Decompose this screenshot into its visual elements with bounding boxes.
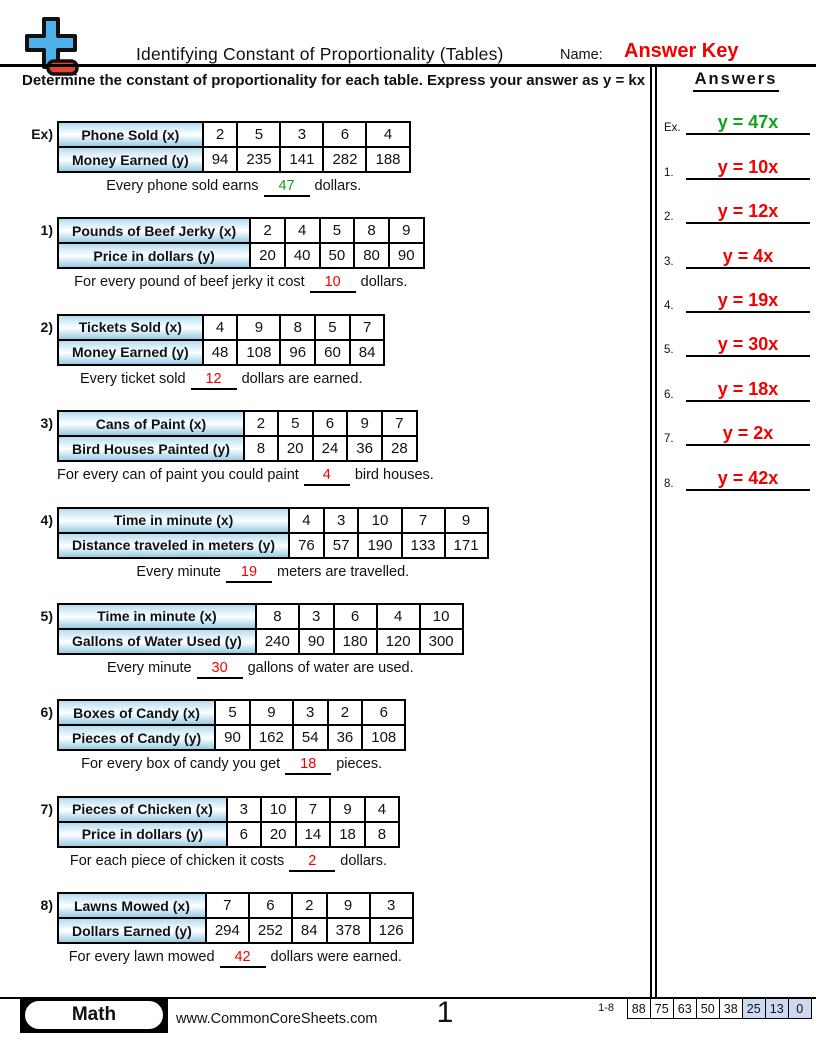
- problem-caption: [57, 178, 411, 197]
- proportion-table: [57, 314, 385, 366]
- table-row-label-y: Money Earned (y): [58, 147, 203, 172]
- proportion-table: [57, 603, 464, 655]
- table-cell: 4: [377, 604, 420, 629]
- page-number: 1: [436, 996, 454, 1029]
- answer-item-value: y = 10x: [686, 157, 810, 180]
- caption-before: For every box of candy you get: [81, 756, 281, 773]
- score-box: 75: [650, 998, 675, 1019]
- subject-label: Math: [24, 1000, 164, 1030]
- table-cell: 9: [445, 508, 488, 533]
- problem-number: 8): [40, 897, 53, 914]
- table-row-label-x: Lawns Mowed (x): [58, 893, 206, 918]
- table-cell: 9: [327, 893, 370, 918]
- table-cell: 4: [289, 508, 324, 533]
- answer-value: 42: [234, 949, 251, 966]
- table-cell: 3: [299, 604, 334, 629]
- answer-blank: [191, 371, 237, 390]
- score-box: 13: [765, 998, 790, 1019]
- table-cell: 300: [420, 629, 463, 654]
- table-cell: 20: [261, 822, 296, 847]
- table-row-label-x: Tickets Sold (x): [58, 315, 203, 340]
- table-cell: 40: [285, 243, 320, 268]
- table-cell: 5: [215, 700, 250, 725]
- table-cell: 3: [324, 508, 359, 533]
- website-url: www.CommonCoreSheets.com: [176, 1011, 378, 1027]
- caption-after: dollars.: [360, 274, 408, 291]
- table-cell: 36: [347, 436, 382, 461]
- score-box: 88: [627, 998, 652, 1019]
- answer-item-ex: [660, 96, 812, 140]
- problem-6: [20, 699, 652, 795]
- answer-blank: [304, 467, 350, 486]
- table-cell: 6: [334, 604, 377, 629]
- score-range-label: 1-8: [598, 1002, 614, 1014]
- answer-item-label: 5.: [664, 344, 674, 357]
- table-cell: 5: [278, 411, 313, 436]
- table-cell: 5: [320, 218, 355, 243]
- name-label: Name:: [560, 47, 603, 63]
- table-cell: 90: [299, 629, 334, 654]
- table-cell: 50: [320, 243, 355, 268]
- table-row-label-x: Cans of Paint (x): [58, 411, 244, 436]
- table-cell: 162: [250, 725, 293, 750]
- table-cell: 6: [323, 122, 366, 147]
- problem-caption: [57, 949, 414, 968]
- table-cell: 2: [203, 122, 238, 147]
- problem-caption: [57, 853, 400, 872]
- table-cell: 20: [278, 436, 313, 461]
- table-cell: 48: [203, 340, 238, 365]
- answer-value: 19: [240, 563, 258, 580]
- table-cell: 235: [237, 147, 280, 172]
- caption-after: bird houses.: [354, 467, 434, 484]
- score-box: 38: [719, 998, 744, 1019]
- answer-item-3: [660, 229, 812, 273]
- answer-value: 12: [205, 370, 222, 387]
- table-cell: 84: [292, 918, 327, 943]
- table-cell: 76: [289, 533, 324, 558]
- answer-item-4: [660, 274, 812, 318]
- table-cell: 2: [292, 893, 327, 918]
- table-cell: 94: [203, 147, 238, 172]
- proportion-table: [57, 410, 418, 462]
- answer-blank: [289, 853, 335, 872]
- table-cell: 190: [358, 533, 401, 558]
- table-cell: 133: [402, 533, 445, 558]
- table-row-label-y: Dollars Earned (y): [58, 918, 206, 943]
- answer-item-value: y = 18x: [686, 379, 810, 402]
- table-cell: 57: [324, 533, 359, 558]
- caption-before: Every minute: [136, 563, 221, 580]
- problem-caption: [57, 564, 489, 583]
- table-cell: 120: [377, 629, 420, 654]
- score-boxes: [628, 998, 812, 1019]
- answer-item-label: 4.: [664, 299, 674, 312]
- caption-before: Every phone sold earns: [106, 178, 259, 194]
- caption-after: dollars.: [314, 178, 362, 194]
- table-cell: 240: [256, 629, 299, 654]
- table-cell: 10: [358, 508, 401, 533]
- table-cell: 90: [389, 243, 424, 268]
- table-cell: 7: [296, 797, 331, 822]
- table-cell: 54: [293, 725, 328, 750]
- answer-value: 4: [322, 467, 331, 484]
- table-row-label-x: Time in minute (x): [58, 604, 256, 629]
- table-cell: 8: [256, 604, 299, 629]
- caption-before: For every lawn mowed: [68, 949, 215, 966]
- table-cell: 84: [350, 340, 385, 365]
- answer-item-label: 2.: [664, 211, 674, 224]
- table-row-label-y: Pieces of Candy (y): [58, 725, 215, 750]
- caption-after: pieces.: [336, 756, 383, 773]
- table-cell: 8: [365, 822, 399, 847]
- subject-badge: [20, 997, 168, 1033]
- problem-caption: [57, 371, 385, 390]
- score-box: 50: [696, 998, 721, 1019]
- problem-caption: [57, 467, 434, 486]
- answer-item-label: 1.: [664, 166, 674, 179]
- table-cell: 3: [370, 893, 413, 918]
- caption-before: For every can of paint you could paint: [57, 467, 299, 484]
- caption-after: meters are travelled.: [277, 563, 410, 580]
- table-cell: 4: [366, 122, 409, 147]
- answer-item-label: Ex.: [664, 122, 681, 135]
- table-cell: 3: [227, 797, 261, 822]
- table-cell: 378: [327, 918, 370, 943]
- proportion-table: [57, 121, 411, 173]
- table-cell: 6: [249, 893, 292, 918]
- problem-caption: [57, 660, 464, 679]
- problem-caption: [57, 274, 425, 293]
- answer-item-2: [660, 185, 812, 229]
- proportion-table: [57, 699, 406, 751]
- table-cell: 3: [293, 700, 328, 725]
- answer-item-5: [660, 318, 812, 362]
- answer-blank: [220, 949, 266, 968]
- table-cell: 9: [330, 797, 365, 822]
- table-cell: 7: [402, 508, 445, 533]
- problem-2: [20, 314, 652, 410]
- table-cell: 14: [296, 822, 331, 847]
- problem-number: 4): [40, 511, 53, 528]
- answer-item-value: y = 2x: [686, 423, 810, 446]
- table-cell: 4: [285, 218, 320, 243]
- table-cell: 294: [206, 918, 249, 943]
- table-cell: 8: [354, 218, 389, 243]
- table-row-label-y: Money Earned (y): [58, 340, 203, 365]
- table-cell: 2: [244, 411, 278, 436]
- answer-item-value: y = 47x: [686, 112, 810, 135]
- answer-value: 30: [211, 659, 228, 676]
- table-cell: 6: [227, 822, 261, 847]
- table-row-label-y: Distance traveled in meters (y): [58, 533, 289, 558]
- problem-number: 1): [40, 222, 53, 239]
- caption-before: For every pound of beef jerky it cost: [74, 274, 305, 291]
- problems-area: [20, 121, 652, 989]
- table-row-label-x: Pieces of Chicken (x): [58, 797, 227, 822]
- table-cell: 2: [250, 218, 285, 243]
- answer-item-label: 7.: [664, 433, 674, 446]
- table-row-label-y: Bird Houses Painted (y): [58, 436, 244, 461]
- proportion-table: [57, 892, 414, 944]
- answer-blank: [197, 660, 243, 679]
- table-cell: 180: [334, 629, 377, 654]
- answer-blank: [226, 564, 272, 583]
- problem-8: [20, 892, 652, 988]
- answers-divider: [650, 64, 657, 997]
- answer-key-text: Answer Key: [624, 40, 739, 62]
- table-cell: 80: [354, 243, 389, 268]
- table-cell: 10: [261, 797, 296, 822]
- table-cell: 108: [237, 340, 280, 365]
- table-cell: 8: [280, 315, 315, 340]
- instruction-text: Determine the constant of proportionality for each table. Express your answer as y = kx: [22, 72, 646, 89]
- problem-number: 5): [40, 607, 53, 624]
- problem-4: [20, 507, 652, 603]
- table-cell: 252: [249, 918, 292, 943]
- problem-number: 2): [40, 318, 53, 335]
- answer-value: 18: [300, 756, 317, 773]
- problem-5: [20, 603, 652, 699]
- table-cell: 4: [365, 797, 399, 822]
- problem-ex: [20, 121, 652, 217]
- table-row-label-y: Price in dollars (y): [58, 243, 250, 268]
- table-row-label-x: Phone Sold (x): [58, 122, 203, 147]
- proportion-table: [57, 507, 489, 559]
- table-cell: 5: [237, 122, 280, 147]
- table-cell: 6: [313, 411, 348, 436]
- score-strip: [598, 998, 812, 1019]
- table-row-label-x: Time in minute (x): [58, 508, 289, 533]
- answers-heading: Answers: [693, 70, 780, 92]
- table-cell: 9: [250, 700, 293, 725]
- table-cell: 24: [313, 436, 348, 461]
- score-box: 63: [673, 998, 698, 1019]
- score-box: 0: [788, 998, 813, 1019]
- table-cell: 60: [315, 340, 350, 365]
- table-cell: 8: [244, 436, 278, 461]
- table-cell: 108: [362, 725, 405, 750]
- table-cell: 20: [250, 243, 285, 268]
- answer-item-7: [660, 407, 812, 451]
- table-row-label-x: Pounds of Beef Jerky (x): [58, 218, 250, 243]
- caption-after: dollars were earned.: [270, 949, 402, 966]
- answer-item-1: [660, 140, 812, 184]
- answers-panel: [660, 70, 812, 496]
- answer-item-8: [660, 451, 812, 495]
- caption-before: Every ticket sold: [79, 370, 186, 387]
- caption-before: For each piece of chicken it costs: [69, 852, 285, 869]
- problem-number: 3): [40, 415, 53, 432]
- problem-number: Ex): [31, 126, 53, 142]
- problem-7: [20, 796, 652, 892]
- table-cell: 28: [382, 436, 417, 461]
- header-divider: [0, 64, 816, 67]
- answer-blank: [285, 756, 331, 775]
- table-cell: 9: [389, 218, 424, 243]
- answer-item-label: 6.: [664, 388, 674, 401]
- table-cell: 2: [328, 700, 363, 725]
- table-row-label-x: Boxes of Candy (x): [58, 700, 215, 725]
- table-cell: 7: [350, 315, 385, 340]
- caption-before: Every minute: [106, 659, 192, 676]
- score-box: 25: [742, 998, 767, 1019]
- problem-1: [20, 217, 652, 313]
- table-cell: 10: [420, 604, 463, 629]
- table-cell: 9: [237, 315, 280, 340]
- worksheet-title: Identifying Constant of Proportionality (Tables): [136, 44, 504, 64]
- problem-3: [20, 410, 652, 506]
- table-cell: 4: [203, 315, 238, 340]
- proportion-table: [57, 796, 400, 848]
- table-cell: 282: [323, 147, 366, 172]
- answer-item-6: [660, 362, 812, 406]
- answer-value: 10: [324, 274, 341, 291]
- answer-item-value: y = 12x: [686, 201, 810, 224]
- table-cell: 9: [347, 411, 382, 436]
- answer-item-value: y = 19x: [686, 290, 810, 313]
- caption-after: dollars.: [340, 852, 388, 869]
- answer-item-label: 3.: [664, 255, 674, 268]
- problem-caption: [57, 756, 406, 775]
- caption-after: gallons of water are used.: [247, 659, 414, 676]
- answers-list: [660, 96, 812, 496]
- answer-value: 47: [278, 178, 295, 194]
- proportion-table: [57, 217, 425, 269]
- table-cell: 141: [280, 147, 323, 172]
- table-cell: 7: [206, 893, 249, 918]
- table-cell: 3: [280, 122, 323, 147]
- problem-number: 7): [40, 800, 53, 817]
- answer-item-value: y = 4x: [686, 246, 810, 269]
- answer-item-value: y = 30x: [686, 334, 810, 357]
- table-row-label-y: Gallons of Water Used (y): [58, 629, 256, 654]
- table-cell: 188: [366, 147, 409, 172]
- table-cell: 7: [382, 411, 417, 436]
- table-cell: 36: [328, 725, 363, 750]
- table-cell: 6: [362, 700, 405, 725]
- answer-value: 2: [308, 852, 317, 869]
- problem-number: 6): [40, 704, 53, 721]
- table-cell: 126: [370, 918, 413, 943]
- commoncoresheets-logo-icon: [22, 16, 82, 78]
- table-cell: 5: [315, 315, 350, 340]
- table-row-label-y: Price in dollars (y): [58, 822, 227, 847]
- caption-after: dollars are earned.: [241, 370, 363, 387]
- answer-blank: [264, 178, 310, 197]
- answer-blank: [310, 274, 356, 293]
- table-cell: 18: [330, 822, 365, 847]
- answer-item-label: 8.: [664, 477, 674, 490]
- table-cell: 171: [445, 533, 488, 558]
- table-cell: 90: [215, 725, 250, 750]
- answer-item-value: y = 42x: [686, 468, 810, 491]
- table-cell: 96: [280, 340, 315, 365]
